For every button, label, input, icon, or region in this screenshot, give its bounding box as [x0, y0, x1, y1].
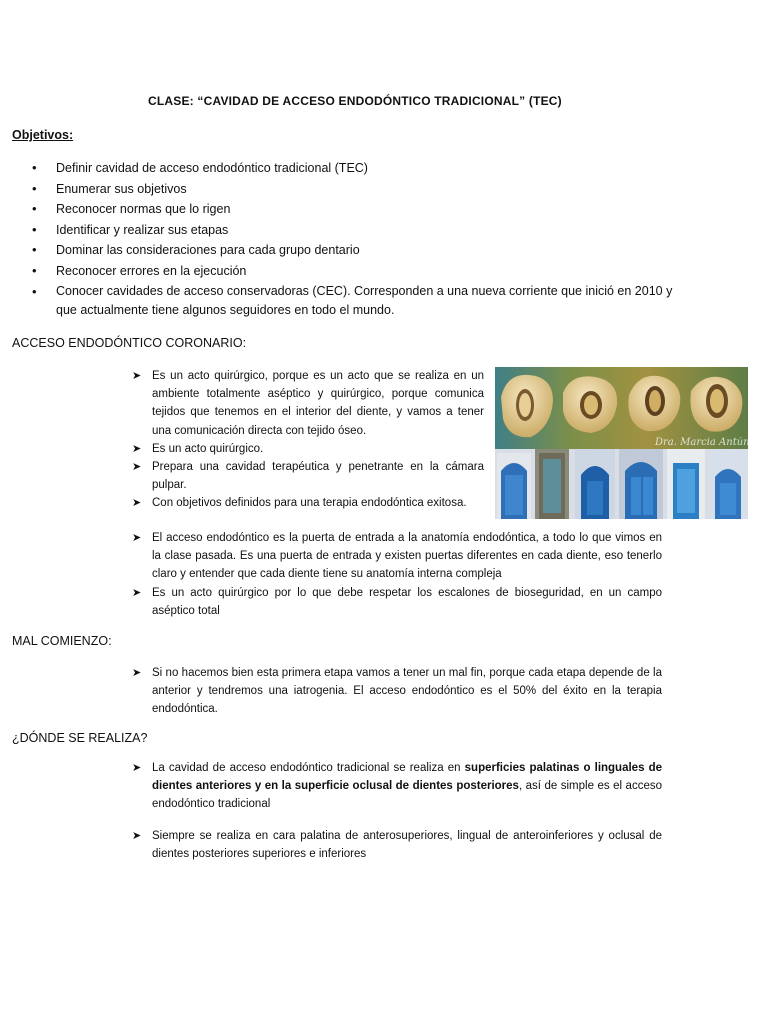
list-item: • Reconocer normas que lo rigen [30, 199, 680, 220]
list-item: • Reconocer errores en la ejecución [30, 261, 680, 282]
list-item: • Dominar las consideraciones para cada grupo dentario [30, 240, 680, 261]
teeth-photo [495, 367, 761, 449]
list-item: ➤ Siempre se realiza en cara palatina de anterosuperiores, lingual de anteroinferiores y oclusal de dientes posteriores superiores e inferiores [130, 827, 662, 863]
arrowhead-bullet-icon: ➤ [132, 762, 142, 774]
mal-comienzo-list [130, 664, 662, 719]
arrowhead-bullet-icon: ➤ [132, 370, 142, 382]
list-item: ➤ Es un acto quirúrgico. [130, 440, 484, 458]
mal-comienzo-heading: MAL COMIENZO: [12, 634, 112, 648]
doors-photo [495, 449, 748, 519]
list-item: • Definir cavidad de acceso endodóntico tradicional (TEC) [30, 158, 680, 179]
list-item: • Identificar y realizar sus etapas [30, 220, 680, 241]
acceso-list-a [130, 367, 484, 513]
acceso-heading: ACCESO ENDODÓNTICO CORONARIO: [12, 336, 247, 350]
list-item: • Conocer cavidades de acceso conservadoras (CEC). Corresponden a una nueva corriente que inició en 2010 y que actualmente tiene algunos seguidores en todo el mundo. [30, 282, 680, 321]
arrowhead-bullet-icon: ➤ [132, 497, 142, 510]
list-item: ➤ Prepara una cavidad terapéutica y penetrante en la cámara pulpar. [130, 458, 484, 494]
document-title: CLASE: “CAVIDAD DE ACCESO ENDODÓNTICO TRADICIONAL” (TEC) [148, 94, 562, 108]
arrowhead-bullet-icon: ➤ [132, 667, 142, 679]
arrowhead-bullet-icon: ➤ [132, 461, 142, 474]
donde-list [130, 759, 662, 814]
objetivos-heading: Objetivos: [12, 128, 74, 142]
list-item: ➤ Es un acto quirúrgico por lo que debe respetar los escalones de bioseguridad, en un campo aséptico total [130, 584, 662, 620]
list-item: ➤ La cavidad de acceso endodóntico tradicional se realiza en superficies palatinas o linguales de dientes anteriores y en la superficie oclusal de dientes posteriores, así de simple es el acceso endodóntico tradicional [130, 759, 662, 814]
donde-heading: ¿DÓNDE SE REALIZA? [12, 731, 148, 745]
donde-list-2 [130, 827, 662, 863]
teeth-doors-photo [495, 367, 761, 519]
image-watermark: Dra. Marcia Antúnez [655, 437, 761, 448]
arrowhead-bullet-icon: ➤ [132, 532, 142, 544]
list-item: ➤ Si no hacemos bien esta primera etapa vamos a tener un mal fin, porque cada etapa depende de la anterior y tendremos una iatrogenia. El acceso endodóntico es el 50% del éxito en la terapia endodóntica. [130, 664, 662, 719]
arrowhead-bullet-icon: ➤ [132, 442, 142, 455]
list-item: ➤ Con objetivos definidos para una terapia endodóntica exitosa. [130, 494, 484, 512]
doors-svg [495, 449, 748, 519]
arrowhead-bullet-icon: ➤ [132, 830, 142, 842]
arrowhead-bullet-icon: ➤ [132, 586, 142, 599]
acceso-list-b [130, 529, 662, 620]
list-item: • Enumerar sus objetivos [30, 179, 680, 200]
objetivos-list [30, 158, 680, 321]
list-item: ➤ Es un acto quirúrgico, porque es un acto que se realiza en un ambiente totalmente aséptico y quirúrgico, porque comunica tejidos que tenemos en el interior del diente, y vamos a tener una comunicación directa con tejido óseo. [130, 367, 484, 440]
list-item: ➤ El acceso endodóntico es la puerta de entrada a la anatomía endodóntica, a todo lo que vimos en la clase pasada. Es una puerta de entrada y existen puertas diferentes en cada diente, eso tenerlo claro y entender que cada diente tiene su anatomía interna compleja [130, 529, 662, 584]
